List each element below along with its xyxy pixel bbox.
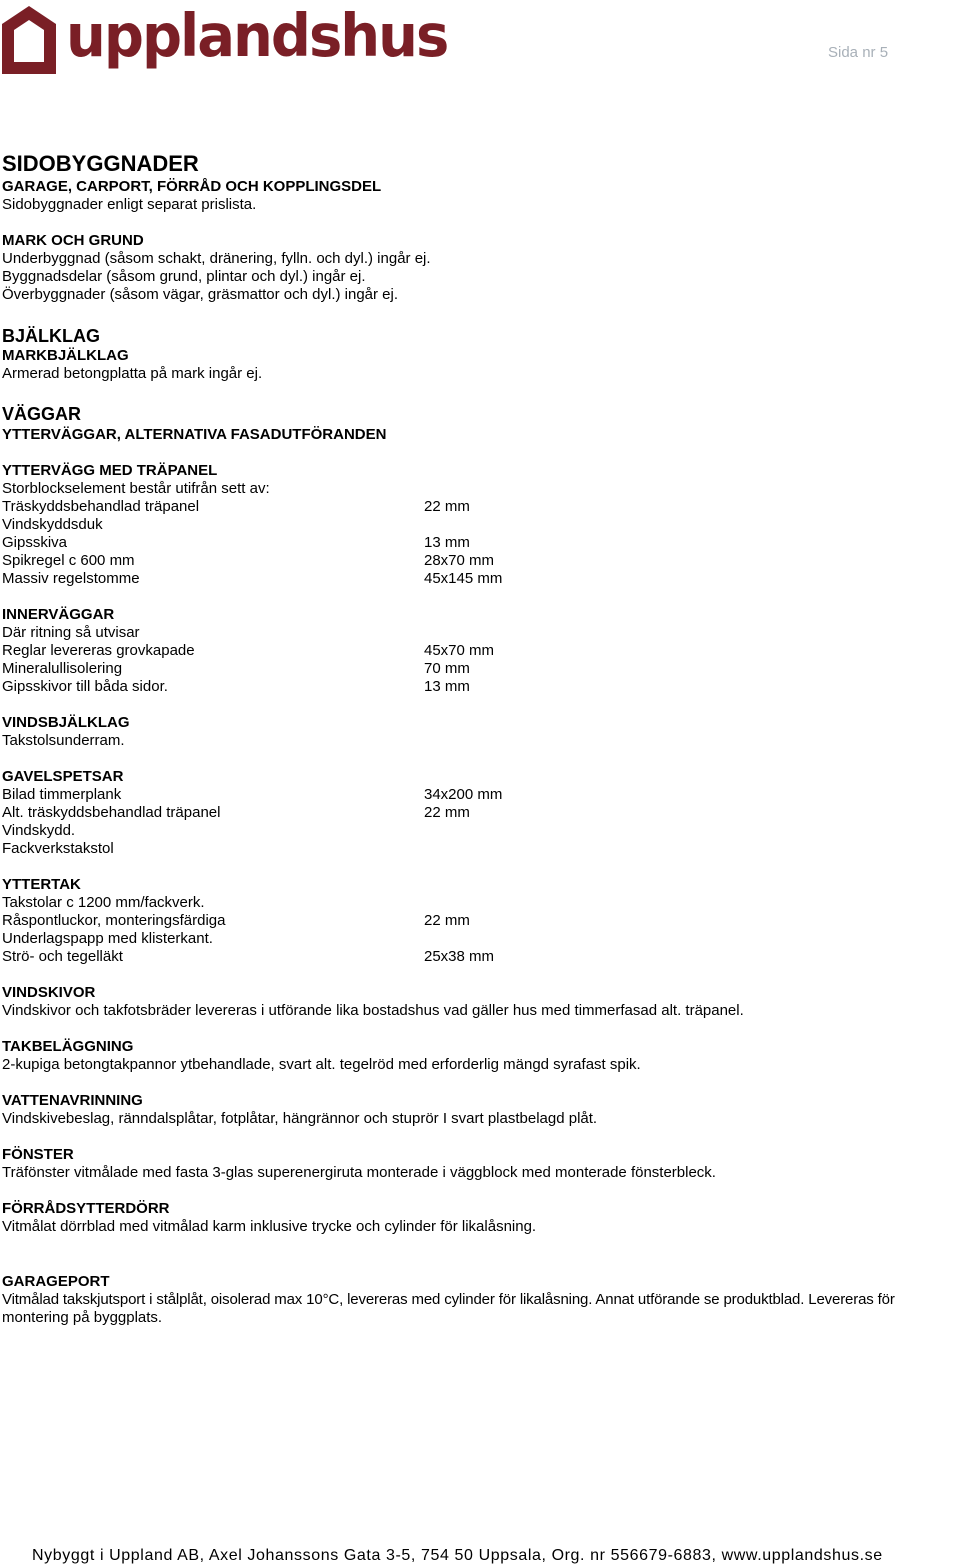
heading-vindsbjalklag: VINDSBJÄLKLAG — [2, 714, 130, 731]
text-vindskivor: Vindskivor och takfotsbräder levereras i utförande lika bostadshus vad gäller hus med timmerfasad alt. träpanel. — [2, 1002, 744, 1019]
text-takbelaggning: 2-kupiga betongtakpannor ytbehandlade, svart alt. tegelröd med erforderlig mängd syrafast spik. — [2, 1056, 641, 1073]
heading-yttervagg: YTTERVÄGG MED TRÄPANEL — [2, 462, 218, 479]
text-vindsbjalklag: Takstolsunderram. — [2, 732, 125, 749]
spec-label: Takstolar c 1200 mm/fackverk. — [2, 894, 205, 911]
spec-value: 22 mm — [424, 804, 470, 821]
subtitle-garage: GARAGE, CARPORT, FÖRRÅD OCH KOPPLINGSDEL — [2, 178, 382, 195]
text-sidobyggnader: Sidobyggnader enligt separat prislista. — [2, 196, 257, 213]
spec-label: Råspontluckor, monteringsfärdiga — [2, 912, 226, 929]
text-intro: Där ritning så utvisar — [2, 624, 140, 641]
spec-label: Gipsskiva — [2, 534, 68, 551]
spec-label: Vindskyddsduk — [2, 516, 103, 533]
heading-mark-och-grund: MARK OCH GRUND — [2, 232, 144, 249]
spec-label: Strö- och tegelläkt — [2, 948, 123, 965]
spec-label: Fackverkstakstol — [2, 840, 114, 857]
text-line: Överbyggnader (såsom vägar, gräsmattor och dyl.) ingår ej. — [2, 286, 399, 303]
text-bjalklag: Armerad betongplatta på mark ingår ej. — [2, 365, 263, 382]
heading-forradsytterdorr: FÖRRÅDSYTTERDÖRR — [2, 1200, 170, 1217]
spec-label: Gipsskivor till båda sidor. — [2, 678, 168, 695]
text-intro: Storblockselement består utifrån sett av: — [2, 480, 270, 497]
subtitle-yttervaggar: YTTERVÄGGAR, ALTERNATIVA FASADUTFÖRANDEN — [2, 426, 387, 443]
spec-label: Bilad timmerplank — [2, 786, 122, 803]
heading-yttertak: YTTERTAK — [2, 876, 81, 893]
spec-value: 13 mm — [424, 534, 470, 551]
text-vattenavrinning: Vindskivebeslag, ränndalsplåtar, fotplåtar, hängrännor och stuprör I svart plastbelagd plåt. — [2, 1110, 598, 1127]
spec-label: Spikregel c 600 mm — [2, 552, 135, 569]
spec-label: Reglar levereras grovkapade — [2, 642, 195, 659]
footer-address: Nybyggt i Uppland AB, Axel Johanssons Gata 3-5, 754 50 Uppsala, Org. nr 556679-6883, www.upplandshus.se — [32, 1547, 883, 1564]
spec-value: 45x145 mm — [424, 570, 503, 587]
heading-takbelaggning: TAKBELÄGGNING — [2, 1038, 134, 1055]
spec-label: Alt. träskyddsbehandlad träpanel — [2, 804, 221, 821]
section-title-vaggar: VÄGGAR — [2, 404, 82, 424]
spec-value: 70 mm — [424, 660, 470, 677]
spec-value: 22 mm — [424, 498, 470, 515]
spec-label: Massiv regelstomme — [2, 570, 140, 587]
spec-label: Underlagspapp med klisterkant. — [2, 930, 213, 947]
page-number: Sida nr 5 — [828, 44, 889, 61]
section-title-sidobyggnader: SIDOBYGGNADER — [2, 151, 199, 176]
heading-garageport: GARAGEPORT — [2, 1273, 110, 1290]
spec-label: Vindskydd. — [2, 822, 76, 839]
heading-innervaggar: INNERVÄGGAR — [2, 606, 115, 623]
brand-name: upplandshus — [66, 2, 448, 71]
spec-label: Mineralullisolering — [2, 660, 123, 677]
spec-value: 34x200 mm — [424, 786, 503, 803]
text-fonster: Träfönster vitmålade med fasta 3-glas superenergiruta monterade i väggblock med monterade fönsterbleck. — [2, 1164, 716, 1181]
subtitle-markbjalklag: MARKBJÄLKLAG — [2, 347, 129, 364]
spec-value: 45x70 mm — [424, 642, 495, 659]
heading-fonster: FÖNSTER — [2, 1146, 74, 1163]
heading-vindskivor: VINDSKIVOR — [2, 984, 96, 1001]
heading-gavelspetsar: GAVELSPETSAR — [2, 768, 124, 785]
spec-value: 22 mm — [424, 912, 470, 929]
house-logo-icon — [0, 4, 58, 76]
section-title-bjalklag: BJÄLKLAG — [2, 326, 100, 346]
spec-value: 13 mm — [424, 678, 470, 695]
brand-logo — [0, 2, 447, 78]
spec-value: 25x38 mm — [424, 948, 495, 965]
text-line: Byggnadsdelar (såsom grund, plintar och dyl.) ingår ej. — [2, 268, 366, 285]
text-garageport-line1: Vitmålad takskjutsport i stålplåt, oisolerad max 10°C, levereras med cylinder för likalåsning. Annat utförande se produktblad. Levereras för — [2, 1291, 895, 1308]
text-forradsytterdorr: Vitmålat dörrblad med vitmålad karm inklusive trycke och cylinder för likalåsning. — [2, 1218, 537, 1235]
text-line: Underbyggnad (såsom schakt, dränering, fylln. och dyl.) ingår ej. — [2, 250, 431, 267]
spec-label: Träskyddsbehandlad träpanel — [2, 498, 200, 515]
spec-value: 28x70 mm — [424, 552, 495, 569]
heading-vattenavrinning: VATTENAVRINNING — [2, 1092, 143, 1109]
text-garageport-line2: montering på byggplats. — [2, 1309, 163, 1326]
